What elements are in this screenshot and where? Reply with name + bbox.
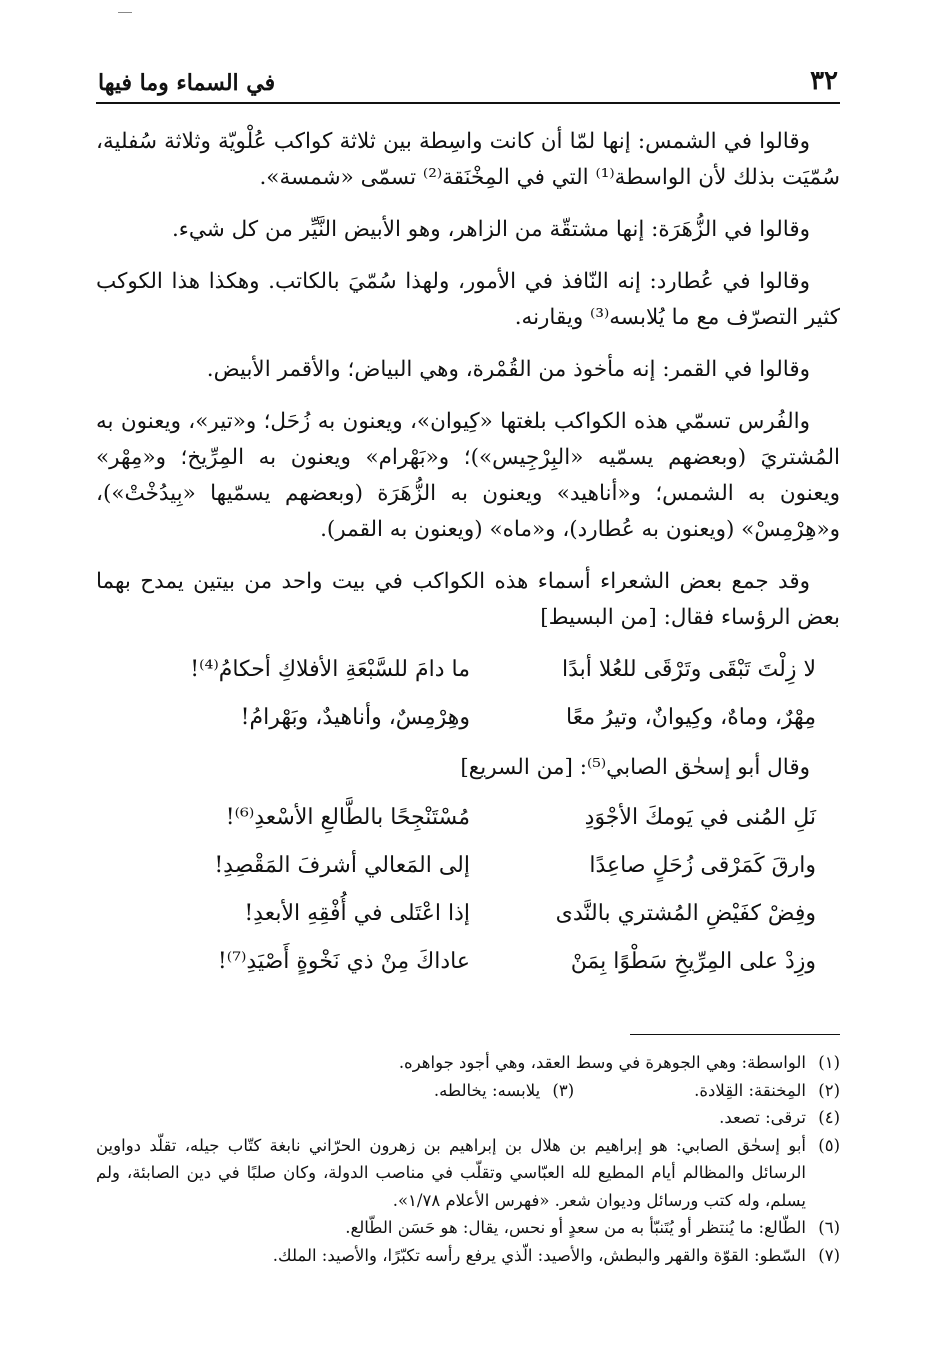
first-hemistich: وارقَ كَمَرْقى زُحَلٍ صاعِدًا xyxy=(589,853,816,878)
verse-line xyxy=(96,938,840,986)
paragraph-venus: وقالوا في الزُّهَرَة: إنها مشتقّة من الزاهر، وهو الأبيض النَّيِّر من كل شيء. xyxy=(171,217,810,242)
first-hemistich: وزِدْ على المِرِّيخِ سَطْوًا بِمَنْ xyxy=(570,949,816,974)
footnote-6 xyxy=(96,1214,840,1242)
main-text xyxy=(96,124,840,636)
verse-line xyxy=(96,794,840,842)
second-hemistich: وهِرْمِسٌ، وأناهيدٌ، وبَهْرامُ! xyxy=(240,705,470,730)
paragraph-sun: وقالوا في الشمس: إنها لمّا أن كانت واسِطة بين ثلاثة كواكب عُلْويّة وثلاثة سُفلية، سُمّيَت بذلك لأن الواسطة⁽¹⁾ التي في المِخْنَقة⁽²⁾ تسمّى «شمسة». xyxy=(96,129,840,190)
page-number: ٣٢ xyxy=(810,66,838,96)
footnote-text: السّطو: القوّة والقهر والبطش، والأصيد: الّذي يرفع رأسه تكبّرًا، والأصيد: الملك. xyxy=(272,1245,806,1265)
footnote-number: (٢) xyxy=(818,1080,840,1100)
verse-line xyxy=(96,694,840,742)
second-hemistich: إذا اعْتَلى في أُفْقِهِ الأبعدِ! xyxy=(244,901,470,926)
verse-line xyxy=(96,890,840,938)
footnote-5 xyxy=(96,1132,840,1215)
verse-line xyxy=(96,842,840,890)
poem-sabi-intro: وقال أبو إسحٰق الصابي⁽⁵⁾: [من السريع] xyxy=(460,755,810,780)
footnotes xyxy=(96,1049,840,1269)
footnote-text: ترقى: تصعد. xyxy=(719,1108,806,1127)
footnote-number: (٤) xyxy=(818,1108,840,1127)
footnote-4 xyxy=(96,1104,840,1132)
second-hemistich: مُسْتَنْجِحًا بالطَّالعِ الأسْعدِ⁽⁶⁾! xyxy=(225,805,470,830)
footnote-number: (٣) xyxy=(552,1080,575,1100)
paragraph-mercury: وقالوا في عُطارد: إنه النّافذ في الأمور، ولهذا سُمّيَ بالكاتب. وهكذا هذا الكوكب كثير التصرّف مع ما يُلابسه⁽³⁾ ويقارنه. xyxy=(96,269,840,330)
first-hemistich: نَلِ المُنى في يَومكَ الأجْوَدِ xyxy=(584,805,816,830)
footnote-1 xyxy=(96,1049,840,1077)
footnote-number: (١) xyxy=(818,1053,840,1072)
second-hemistich: عاداكَ مِنْ ذي نَخْوةٍ أَصْيَدِ⁽⁷⁾! xyxy=(217,949,470,974)
footnote-text: الطّالع: ما يُنتظر أو يُتَنبّأ به من سعدٍ أو نحس، يقال: هو حَسَن الطّالع. xyxy=(345,1218,806,1237)
second-hemistich: ما دامَ للسَّبْعَةِ الأفلاكِ أحكامُ⁽⁴⁾! xyxy=(190,657,470,682)
poem-basit xyxy=(96,646,840,742)
footnote-separator xyxy=(630,1034,840,1035)
footnote-number: (٥) xyxy=(818,1135,840,1155)
footnote-text: أبو إسحٰق الصابي: هو إبراهيم بن هلال بن إبراهيم بن زهرون الحرّاني نابغة كتّاب جيله، تقلّد دواوين الرسائل والمظالم أيام المطيع لله العبّاسي وتقلّب في مناصب الدولة، وكان صلبًا في دين الصابئة، ولم يسلم، وله كتب ورسائل وديوان شعر. «فهرس الأعلام ١/٧٨». xyxy=(96,1135,806,1210)
footnote-number: (٦) xyxy=(818,1218,840,1237)
footnote-7 xyxy=(96,1242,840,1270)
footnote-text: المِخنقة: القِلادة. xyxy=(694,1080,806,1100)
first-hemistich: وفِضْ كفَيْضِ المُشتري بالنَّدى xyxy=(555,901,816,926)
book-page xyxy=(96,50,840,1269)
verse-line xyxy=(96,646,840,694)
paragraph-moon: وقالوا في القمر: إنه مأخوذ من القُمْرة، وهي البياض؛ والأقمر الأبيض. xyxy=(206,357,810,382)
running-title: في السماء وما فيها xyxy=(98,70,276,96)
footnote-row-2-3 xyxy=(96,1077,840,1105)
footnote-2 xyxy=(694,1077,840,1105)
footnote-text: الواسطة: وهي الجوهرة في وسط العقد، وهي أجود جواهره. xyxy=(398,1053,806,1072)
poem-sari xyxy=(96,794,840,986)
paragraph-poem-intro: وقد جمع بعض الشعراء أسماء هذه الكواكب في بيت واحد من بيتين يمدح بهما بعض الرؤساء فقال: [من البسيط] xyxy=(96,569,840,630)
first-hemistich: لا زِلْتَ تَبْقَى وتَرْقَى للعُلا أبدًا xyxy=(561,657,816,682)
footnote-number: (٧) xyxy=(818,1245,840,1265)
paragraph-persian-names: والفُرس تسمّي هذه الكواكب بلغتها «كِيوان»، ويعنون به زُحَل؛ و«تير»، ويعنون به المُشتريَ (وبعضهم يسمّيه «البِرْجِيس»)؛ و«بَهْرام» ويعنون به المِرِّيخ؛ و«مِهْر» ويعنون به الشمس؛ و«أناهيد» ويعنون به الزُّهَرَة (وبعضهم يسمّيها «بِيدُخْتْ»)، و«هِرْمِسْ» (ويعنون به عُطارد)، و«ماه» (ويعنون به القمر). xyxy=(96,409,840,542)
first-hemistich: مِهْرٌ، وماهٌ، وكِيوانٌ، وتيرُ معًا xyxy=(566,705,816,730)
footnote-separator-wrap xyxy=(96,1034,840,1035)
page-header xyxy=(96,50,840,104)
footnote-3 xyxy=(434,1077,574,1105)
scan-mark xyxy=(118,12,132,13)
footnote-text: يلابسه: يخالطه. xyxy=(433,1080,541,1100)
second-hemistich: إلى المَعالي أشرفَ المَقْصِدِ! xyxy=(214,853,470,878)
